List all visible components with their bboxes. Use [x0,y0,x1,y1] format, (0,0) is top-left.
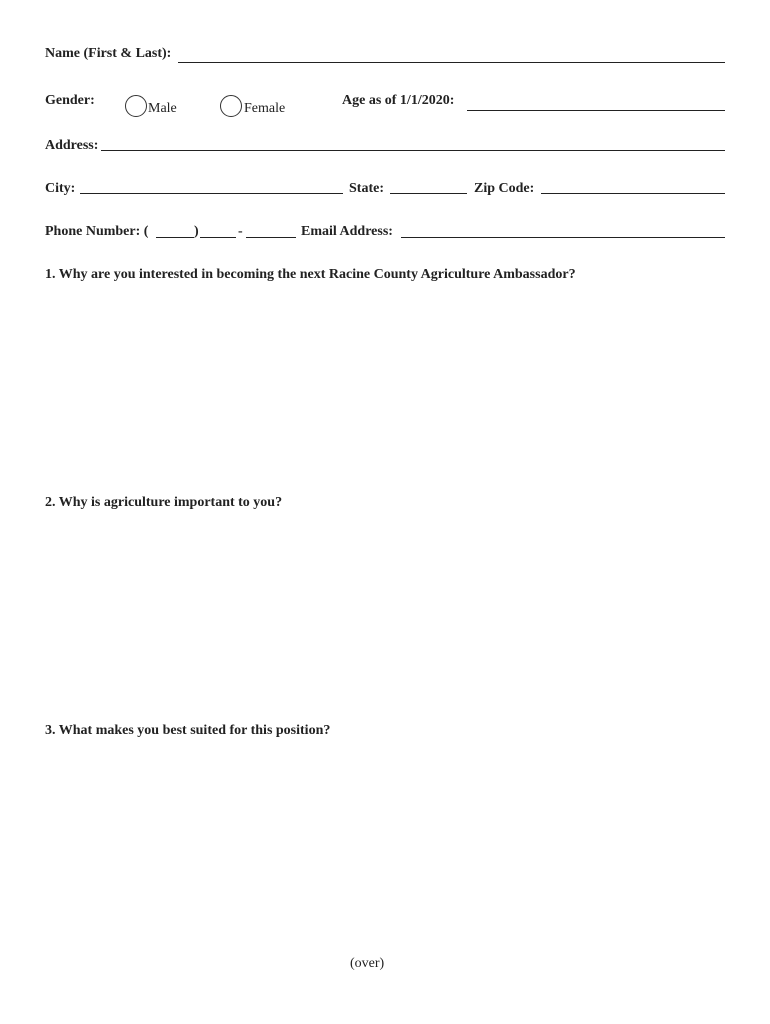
question-2: 2. Why is agriculture important to you? [45,495,283,510]
email-field[interactable] [401,237,725,238]
question-3: 3. What makes you best suited for this position? [45,723,331,738]
gender-label: Gender: [45,93,95,108]
zip-label: Zip Code: [474,181,535,196]
address-field[interactable] [101,150,725,151]
answer-2-area[interactable] [45,518,725,713]
gender-female-label: Female [244,101,286,116]
phone-label: Phone Number: ( [45,224,149,239]
question-1: 1. Why are you interested in becoming the next Racine County Agriculture Ambassador? [45,267,576,282]
gender-male-radio[interactable] [125,95,147,117]
state-field[interactable] [390,193,467,194]
gender-male-label: Male [148,101,177,116]
phone-line-number-field[interactable] [246,237,296,238]
email-label: Email Address: [301,224,393,239]
phone-area-code-field[interactable] [156,237,194,238]
city-field[interactable] [80,193,343,194]
age-label: Age as of 1/1/2020: [342,93,455,108]
answer-3-area[interactable] [45,746,725,941]
page-footer-over: (over) [350,956,385,971]
name-field[interactable] [178,62,725,63]
phone-close-paren: ) [194,224,199,239]
city-label: City: [45,181,76,196]
gender-female-radio[interactable] [220,95,242,117]
answer-1-area[interactable] [45,290,725,485]
zip-field[interactable] [541,193,725,194]
phone-prefix-field[interactable] [200,237,236,238]
address-label: Address: [45,138,99,153]
state-label: State: [349,181,384,196]
phone-dash: - [238,224,243,239]
age-field[interactable] [467,110,725,111]
name-label: Name (First & Last): [45,46,172,61]
